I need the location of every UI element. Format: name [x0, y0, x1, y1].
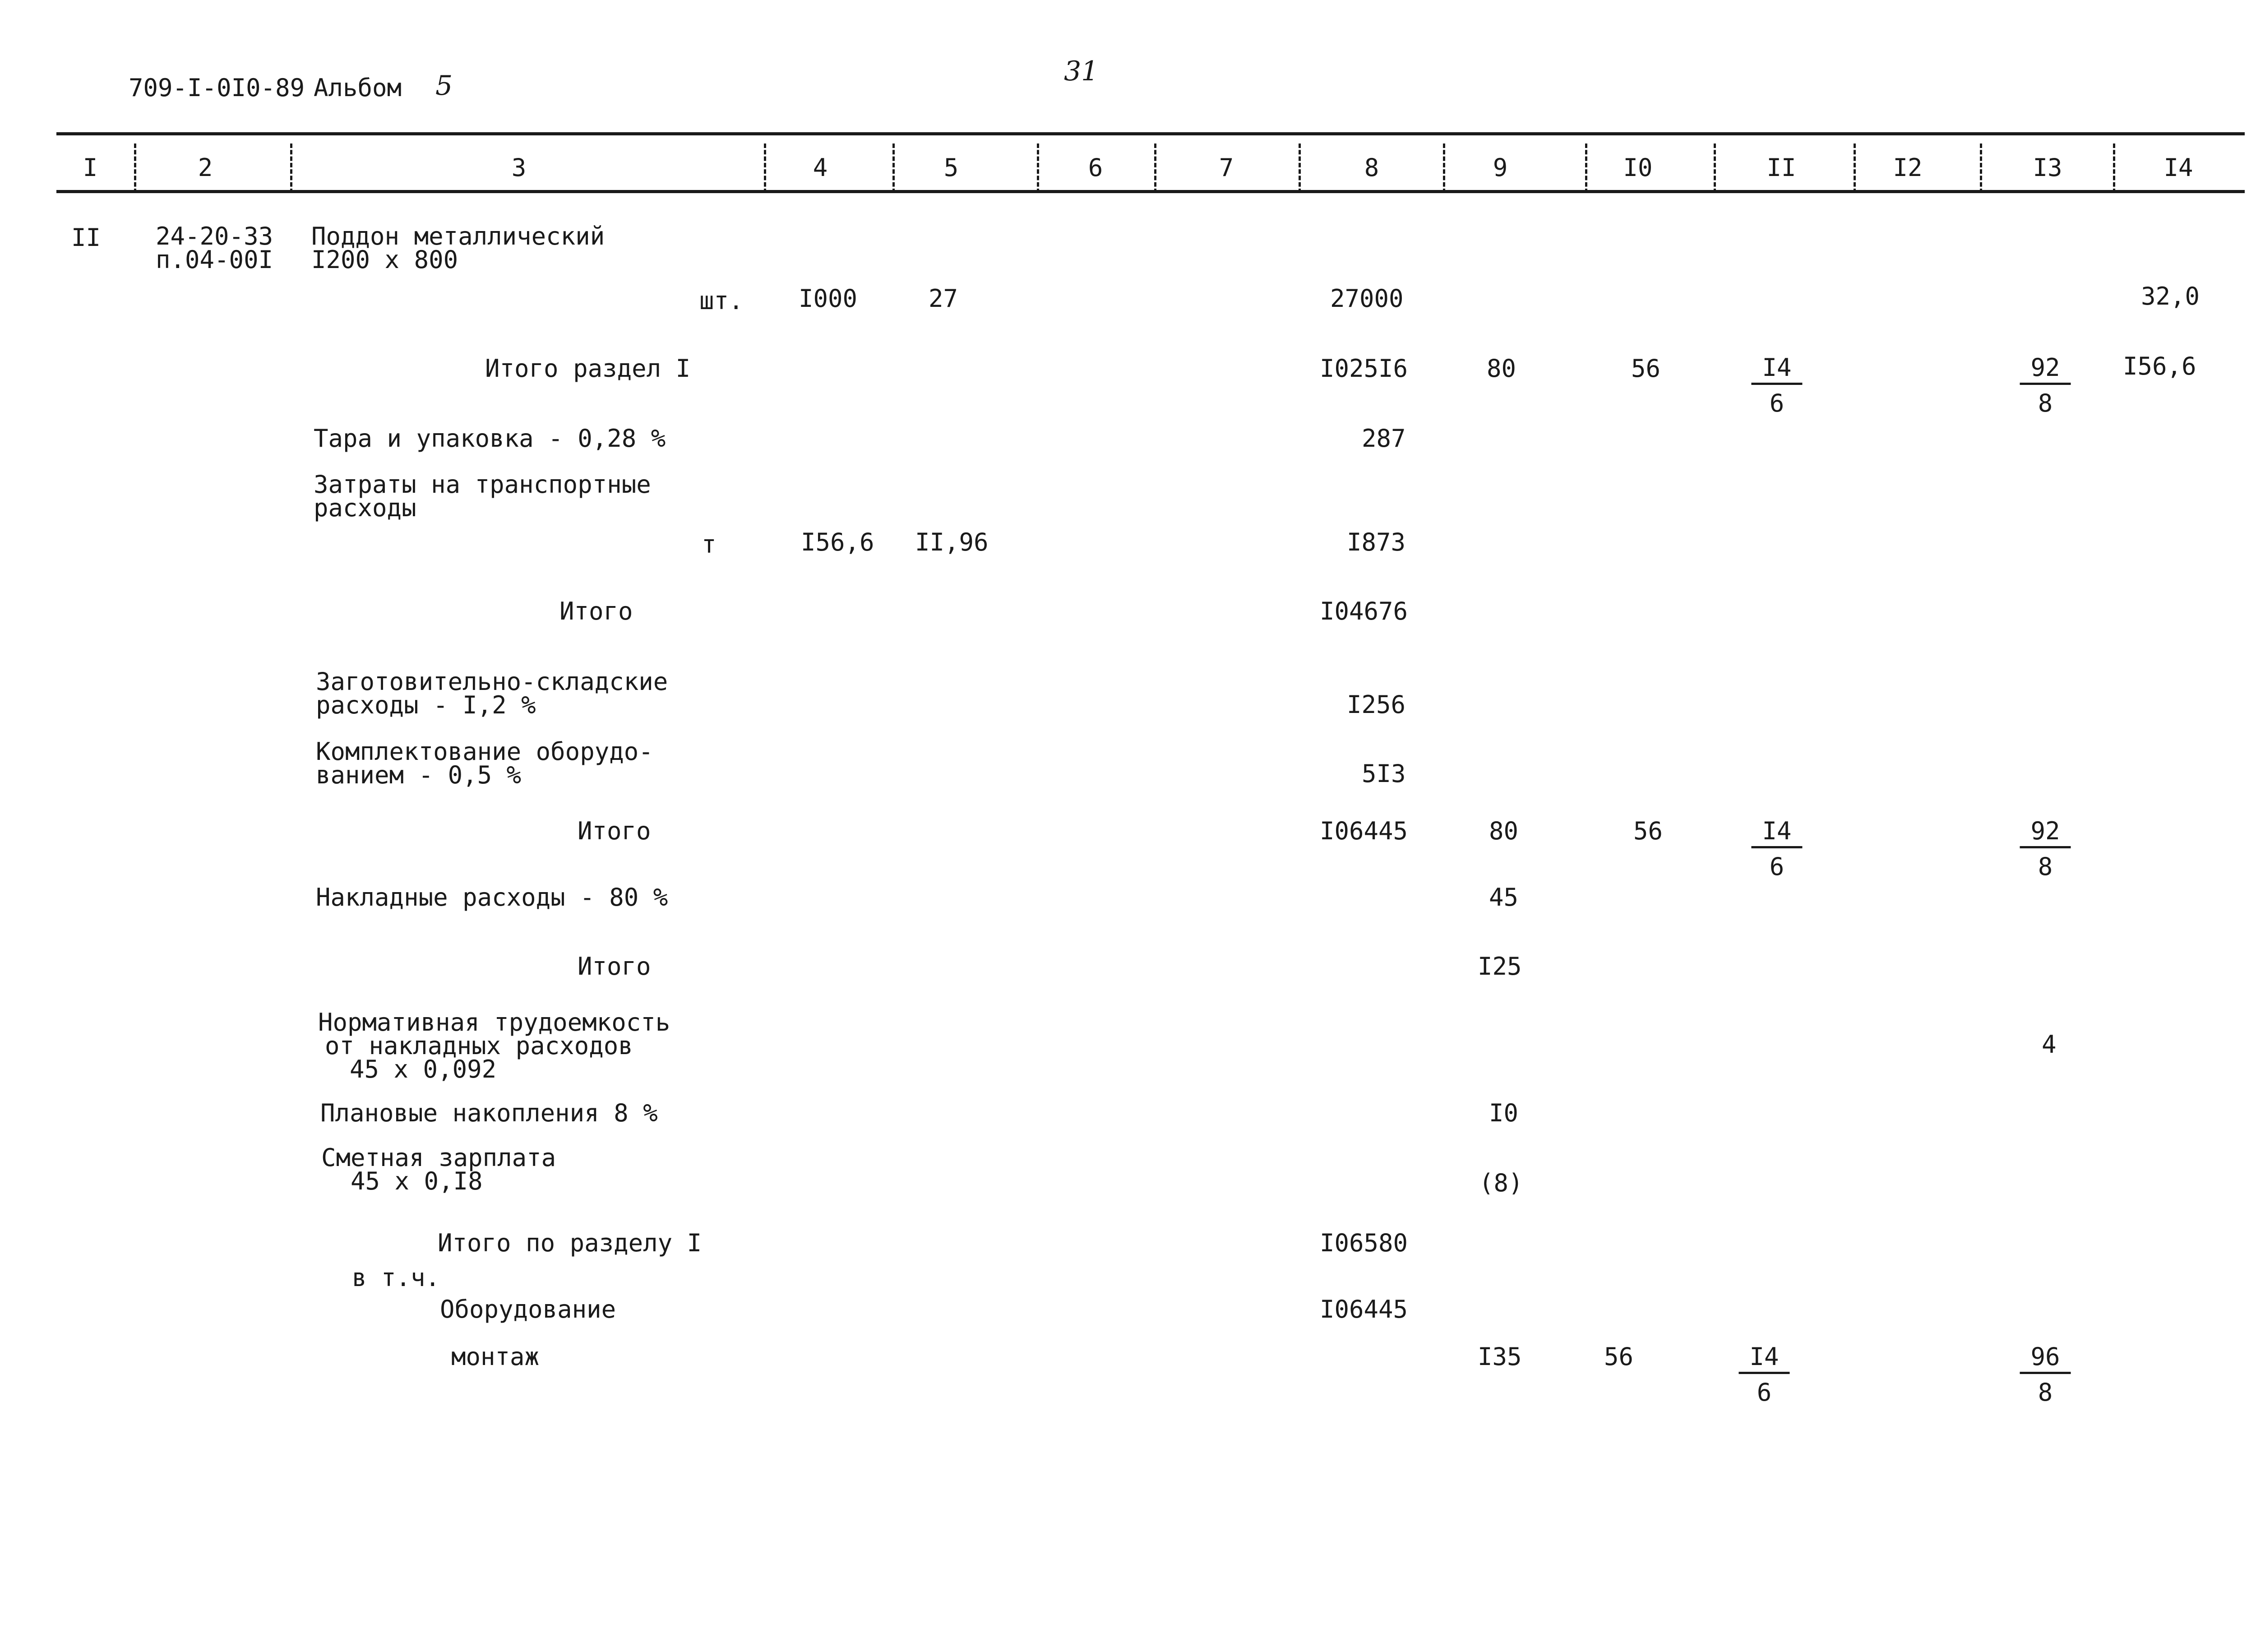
equipping-label [316, 737, 653, 789]
price-code-line: 24-20-33 [156, 222, 273, 250]
column-divider [1154, 143, 1156, 193]
column-divider [290, 143, 292, 193]
subtotal-total: I025I6 [1320, 354, 1408, 383]
column-divider [892, 143, 895, 193]
subtotal-col11-fraction [1751, 353, 1802, 417]
total-value: I04676 [1320, 597, 1408, 625]
fraction-numerator: 92 [2020, 819, 2071, 848]
subtotal-label: Итого раздел I [485, 354, 691, 383]
total-col9: I25 [1478, 952, 1522, 981]
fraction-denominator: 6 [1769, 389, 1784, 417]
total-col13-fraction [2020, 819, 2071, 879]
equipment-total: I06445 [1320, 1295, 1408, 1323]
transport-unit: т [702, 530, 717, 559]
column-number: I4 [2164, 153, 2193, 182]
column-number: I0 [1623, 153, 1653, 182]
total-label: Итого [559, 597, 633, 625]
item-quantity: I000 [799, 284, 858, 313]
transport-label [314, 470, 651, 522]
column-number: I [83, 153, 98, 182]
section-total-label: Итого по разделу I [438, 1229, 702, 1257]
column-number: 6 [1088, 153, 1103, 182]
fraction-numerator: I4 [1751, 819, 1802, 848]
transport-label-line: Затраты на транспортные [314, 470, 651, 499]
montage-col11-fraction [1738, 1342, 1789, 1407]
subtotal-col14: I56,6 [2123, 352, 2196, 380]
column-divider [2113, 143, 2115, 193]
column-divider [764, 143, 766, 193]
fraction-denominator: 8 [2038, 1378, 2053, 1407]
section-number: II [71, 223, 101, 252]
album-label: Альбом [314, 74, 402, 102]
planned-label: Плановые накопления 8 % [320, 1099, 658, 1127]
fraction-numerator: 96 [2020, 1345, 2071, 1374]
equipment-label: Оборудование [440, 1295, 616, 1323]
fraction-denominator: 8 [2038, 389, 2053, 417]
salary-col9: (8) [1479, 1169, 1523, 1197]
total-label: Итого [578, 817, 651, 845]
montage-label: монтаж [451, 1342, 540, 1371]
overhead-label: Накладные расходы - 80 % [316, 883, 668, 912]
montage-col10: 56 [1604, 1342, 1634, 1371]
montage-col13-fraction [2020, 1342, 2071, 1407]
item-name [311, 222, 605, 274]
album-number: 5 [435, 70, 453, 102]
subtotal-col9: 80 [1487, 354, 1516, 383]
column-number: 2 [198, 153, 213, 182]
packaging-label: Тара и упаковка - 0,28 % [314, 424, 666, 453]
item-price: 27 [929, 284, 958, 313]
transport-price: II,96 [915, 528, 989, 556]
transport-quantity: I56,6 [801, 528, 874, 556]
price-code-line: п.04-00I [156, 245, 273, 274]
item-mass: 32,0 [2141, 282, 2200, 310]
labor-label-line: Нормативная трудоемкость [318, 1008, 670, 1037]
fraction-numerator: I4 [1738, 1345, 1789, 1374]
subtotal-col10: 56 [1631, 354, 1661, 383]
column-divider [134, 143, 136, 193]
planned-col9: I0 [1489, 1099, 1519, 1127]
item-name-line: Поддон металлический [311, 222, 605, 250]
labor-label-line: 45 x 0,092 [350, 1055, 497, 1083]
transport-label-line: расходы [314, 494, 416, 522]
column-number: I2 [1893, 153, 1923, 182]
subtotal-col13-fraction [2020, 353, 2071, 417]
section-total-value: I06580 [1320, 1229, 1408, 1257]
equipping-label-line: Комплектование оборудо- [316, 737, 653, 766]
fraction-denominator: 8 [2038, 852, 2053, 881]
column-divider [1585, 143, 1587, 193]
column-number: II [1766, 153, 1796, 182]
column-divider [1854, 143, 1856, 193]
montage-col9: I35 [1478, 1342, 1522, 1371]
column-number: 3 [511, 153, 527, 182]
warehouse-label-line: расходы - I,2 % [316, 691, 536, 719]
salary-label-line: 45 x 0,I8 [351, 1167, 483, 1195]
column-number: 9 [1493, 153, 1508, 182]
price-code [156, 222, 273, 274]
column-number: 5 [943, 153, 959, 182]
fraction-numerator: I4 [1751, 356, 1802, 385]
column-number: 4 [813, 153, 828, 182]
fraction-denominator: 6 [1757, 1378, 1772, 1407]
overhead-col9: 45 [1489, 883, 1519, 912]
header-top-rule [56, 132, 2245, 135]
column-number: I3 [2033, 153, 2062, 182]
column-divider [1714, 143, 1716, 193]
item-total: 27000 [1330, 284, 1404, 313]
total-col11-fraction [1751, 819, 1802, 879]
total-col10: 56 [1633, 817, 1663, 845]
transport-total: I873 [1347, 528, 1406, 556]
warehouse-label-line: Заготовительно-складские [316, 667, 668, 696]
total-label: Итого [578, 952, 651, 981]
doc-code: 709-I-0I0-89 [129, 74, 305, 102]
including-label: в т.ч. [352, 1263, 440, 1292]
fraction-numerator: 92 [2020, 356, 2071, 385]
item-name-line: I200 x 800 [311, 245, 458, 274]
column-divider [1299, 143, 1301, 193]
column-number: 8 [1364, 153, 1379, 182]
column-divider [1980, 143, 1982, 193]
column-divider [1037, 143, 1039, 193]
packaging-total: 287 [1362, 424, 1406, 453]
equipping-label-line: ванием - 0,5 % [316, 761, 522, 789]
equipping-total: 5I3 [1362, 759, 1406, 788]
salary-label [321, 1143, 556, 1195]
warehouse-label [316, 667, 668, 719]
item-unit: шт. [699, 287, 744, 315]
labor-label-line: от накладных расходов [325, 1032, 633, 1060]
labor-label [318, 1008, 670, 1083]
page-number: 31 [1064, 56, 1099, 87]
total-col9: 80 [1489, 817, 1519, 845]
total-value: I06445 [1320, 817, 1408, 845]
warehouse-total: I256 [1347, 690, 1406, 719]
column-number: 7 [1219, 153, 1234, 182]
fraction-denominator: 6 [1769, 852, 1784, 881]
header-bottom-rule [56, 190, 2245, 193]
column-divider [1443, 143, 1445, 193]
labor-col13: 4 [2042, 1030, 2057, 1059]
salary-label-line: Сметная зарплата [321, 1143, 556, 1172]
